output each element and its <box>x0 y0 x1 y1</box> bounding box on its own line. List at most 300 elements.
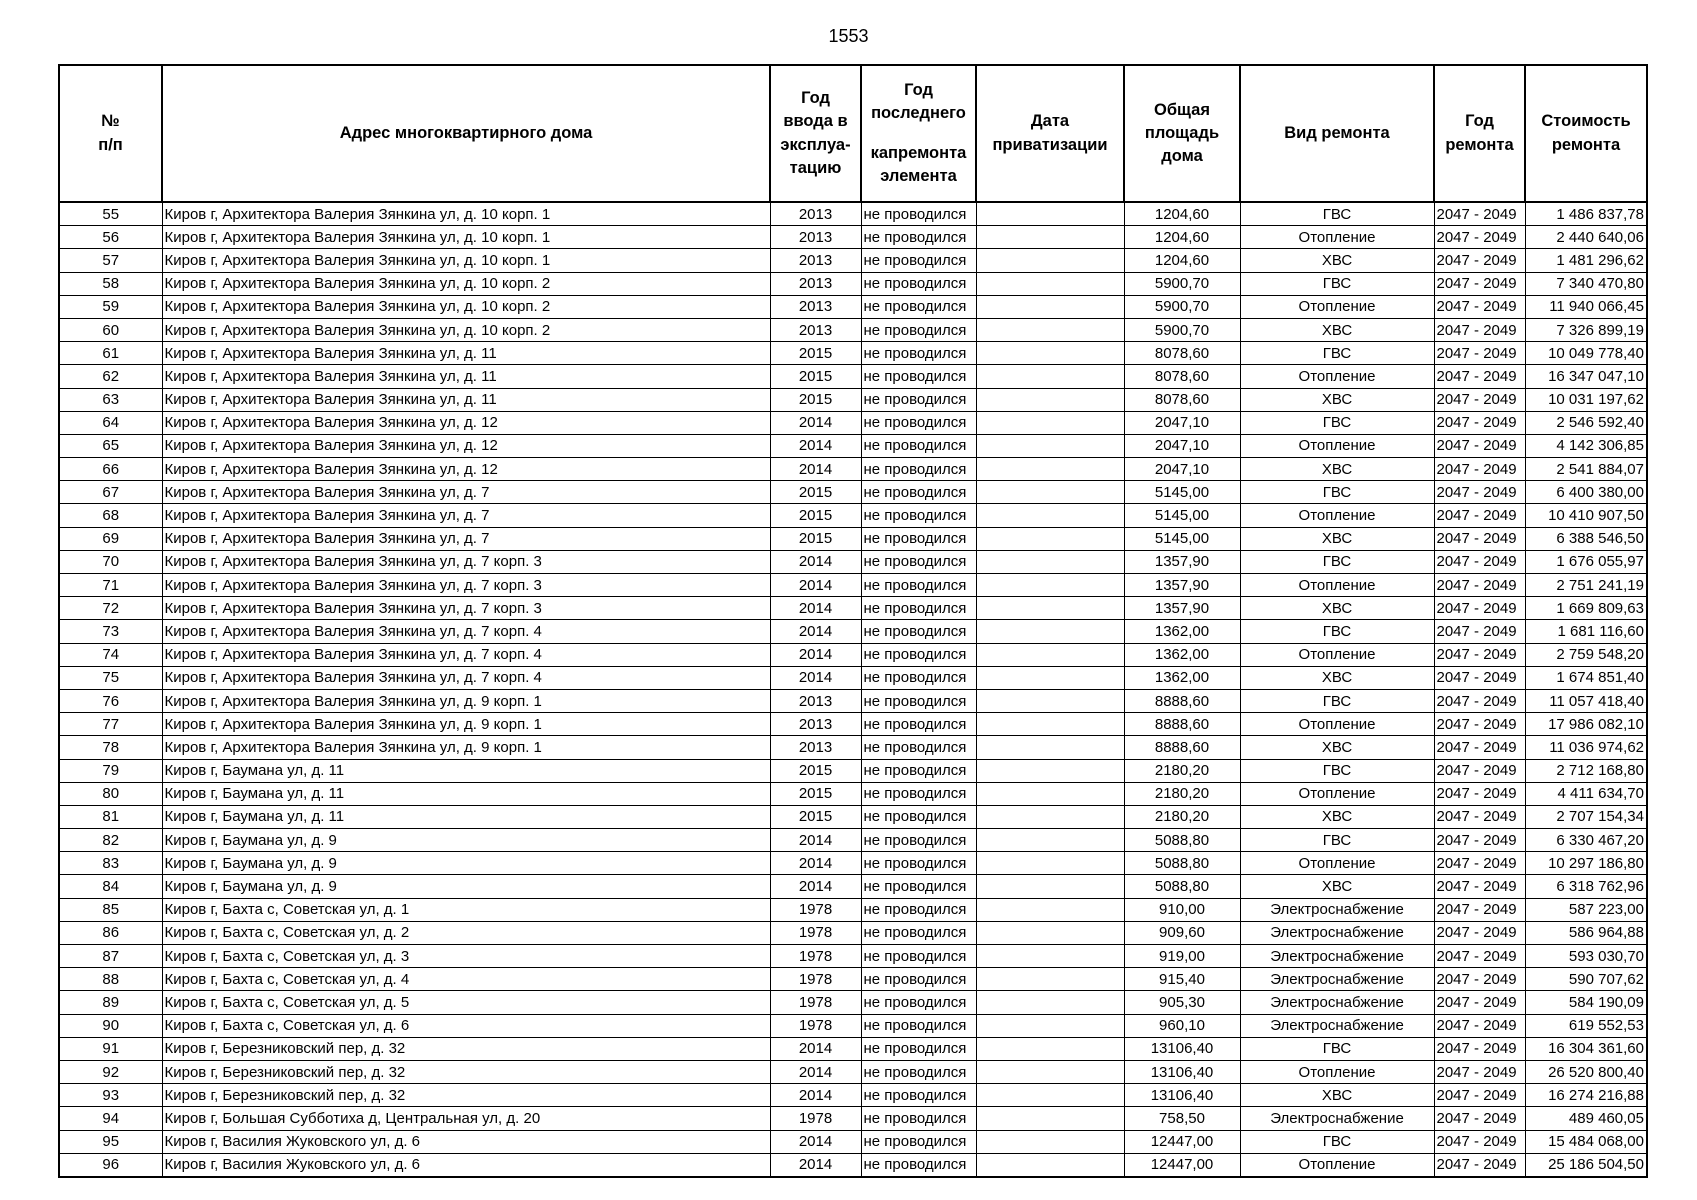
row-number: 63 <box>59 388 162 411</box>
row-privatization <box>976 713 1124 736</box>
table-row <box>59 898 1647 921</box>
table-row <box>59 620 1647 643</box>
table-row <box>59 1060 1647 1083</box>
row-privatization <box>976 875 1124 898</box>
table-row <box>59 1084 1647 1107</box>
row-repair-type: ХВС <box>1240 458 1434 481</box>
header-year-built-line: тацию <box>789 158 842 177</box>
row-last-repair: не проводился <box>861 713 976 736</box>
header-year-built-line: эксплуа- <box>780 135 851 154</box>
row-privatization <box>976 597 1124 620</box>
header-cost-line: Стоимость <box>1541 112 1631 131</box>
row-year-built: 2014 <box>770 620 861 643</box>
row-area: 12447,00 <box>1124 1153 1240 1177</box>
row-repair-type: ХВС <box>1240 875 1434 898</box>
row-address: Киров г, Березниковский пер, д. 32 <box>162 1037 770 1060</box>
row-area: 960,10 <box>1124 1014 1240 1037</box>
header-privatization <box>976 65 1124 202</box>
row-number: 55 <box>59 202 162 226</box>
row-repair-type: Электроснабжение <box>1240 991 1434 1014</box>
row-address: Киров г, Архитектора Валерия Зянкина ул, д. 7 <box>162 504 770 527</box>
row-year-built: 2013 <box>770 713 861 736</box>
repair-registry-table <box>58 64 1648 1178</box>
row-area: 1362,00 <box>1124 620 1240 643</box>
row-area: 1362,00 <box>1124 666 1240 689</box>
row-last-repair: не проводился <box>861 1014 976 1037</box>
row-number: 66 <box>59 458 162 481</box>
table-row <box>59 249 1647 272</box>
table-row <box>59 434 1647 457</box>
row-year-built: 2014 <box>770 1153 861 1177</box>
row-cost: 10 049 778,40 <box>1525 342 1647 365</box>
row-repair-period: 2047 - 2049 <box>1434 643 1525 666</box>
page-number: 1553 <box>828 26 869 46</box>
row-privatization <box>976 1037 1124 1060</box>
row-last-repair: не проводился <box>861 921 976 944</box>
row-area: 5088,80 <box>1124 852 1240 875</box>
row-repair-period: 2047 - 2049 <box>1434 991 1525 1014</box>
row-number: 93 <box>59 1084 162 1107</box>
row-cost: 11 036 974,62 <box>1525 736 1647 759</box>
row-year-built: 1978 <box>770 968 861 991</box>
row-last-repair: не проводился <box>861 1060 976 1083</box>
row-number: 77 <box>59 713 162 736</box>
row-area: 8888,60 <box>1124 736 1240 759</box>
table-row <box>59 550 1647 573</box>
row-privatization <box>976 782 1124 805</box>
row-number: 94 <box>59 1107 162 1130</box>
row-address: Киров г, Архитектора Валерия Зянкина ул, д. 7 корп. 3 <box>162 550 770 573</box>
header-year-built-line: Год <box>801 89 830 108</box>
table-row <box>59 713 1647 736</box>
header-area-line: Общая <box>1154 100 1210 119</box>
table-row <box>59 759 1647 782</box>
row-privatization <box>976 249 1124 272</box>
row-address: Киров г, Архитектора Валерия Зянкина ул, д. 10 корп. 1 <box>162 249 770 272</box>
row-cost: 11 940 066,45 <box>1525 295 1647 318</box>
row-repair-type: ХВС <box>1240 527 1434 550</box>
row-number: 62 <box>59 365 162 388</box>
header-gap <box>864 126 973 142</box>
row-year-built: 2014 <box>770 875 861 898</box>
header-last-repair-line: последнего <box>871 104 966 123</box>
row-number: 96 <box>59 1153 162 1177</box>
row-last-repair: не проводился <box>861 875 976 898</box>
row-last-repair: не проводился <box>861 1107 976 1130</box>
row-last-repair: не проводился <box>861 527 976 550</box>
row-last-repair: не проводился <box>861 388 976 411</box>
row-repair-period: 2047 - 2049 <box>1434 666 1525 689</box>
row-last-repair: не проводился <box>861 249 976 272</box>
row-number: 90 <box>59 1014 162 1037</box>
row-privatization <box>976 829 1124 852</box>
row-privatization <box>976 1130 1124 1153</box>
row-repair-type: ХВС <box>1240 666 1434 689</box>
row-address: Киров г, Архитектора Валерия Зянкина ул, д. 7 корп. 4 <box>162 643 770 666</box>
header-year-built-line: ввода в <box>783 112 848 131</box>
row-number: 79 <box>59 759 162 782</box>
row-area: 2180,20 <box>1124 782 1240 805</box>
row-repair-period: 2047 - 2049 <box>1434 388 1525 411</box>
row-last-repair: не проводился <box>861 597 976 620</box>
header-repair-year-line: Год <box>1465 112 1494 131</box>
table-row <box>59 202 1647 226</box>
table-row <box>59 736 1647 759</box>
header-num <box>59 65 162 202</box>
row-area: 8078,60 <box>1124 388 1240 411</box>
row-area: 909,60 <box>1124 921 1240 944</box>
row-repair-period: 2047 - 2049 <box>1434 342 1525 365</box>
table-row <box>59 388 1647 411</box>
row-repair-type: ГВС <box>1240 620 1434 643</box>
row-cost: 16 274 216,88 <box>1525 1084 1647 1107</box>
row-address: Киров г, Архитектора Валерия Зянкина ул, д. 7 корп. 3 <box>162 597 770 620</box>
table-row <box>59 342 1647 365</box>
row-address: Киров г, Архитектора Валерия Зянкина ул, д. 11 <box>162 365 770 388</box>
row-last-repair: не проводился <box>861 365 976 388</box>
row-year-built: 2014 <box>770 458 861 481</box>
row-area: 1357,90 <box>1124 550 1240 573</box>
table-row <box>59 597 1647 620</box>
row-repair-type: Отопление <box>1240 643 1434 666</box>
row-last-repair: не проводился <box>861 945 976 968</box>
table-row <box>59 968 1647 991</box>
row-cost: 7 340 470,80 <box>1525 272 1647 295</box>
row-privatization <box>976 921 1124 944</box>
row-area: 1204,60 <box>1124 249 1240 272</box>
row-repair-period: 2047 - 2049 <box>1434 805 1525 828</box>
row-number: 85 <box>59 898 162 921</box>
row-year-built: 2013 <box>770 226 861 249</box>
row-address: Киров г, Архитектора Валерия Зянкина ул, д. 7 корп. 3 <box>162 574 770 597</box>
table-row <box>59 852 1647 875</box>
row-number: 91 <box>59 1037 162 1060</box>
table-row <box>59 875 1647 898</box>
header-cost-line: ремонта <box>1551 135 1621 154</box>
row-repair-period: 2047 - 2049 <box>1434 504 1525 527</box>
row-address: Киров г, Архитектора Валерия Зянкина ул, д. 10 корп. 2 <box>162 272 770 295</box>
row-privatization <box>976 898 1124 921</box>
row-privatization <box>976 689 1124 712</box>
row-address: Киров г, Баумана ул, д. 11 <box>162 782 770 805</box>
row-number: 83 <box>59 852 162 875</box>
row-area: 1357,90 <box>1124 597 1240 620</box>
row-year-built: 1978 <box>770 991 861 1014</box>
row-privatization <box>976 458 1124 481</box>
row-number: 58 <box>59 272 162 295</box>
row-year-built: 2014 <box>770 434 861 457</box>
row-address: Киров г, Архитектора Валерия Зянкина ул, д. 7 <box>162 527 770 550</box>
table-row <box>59 805 1647 828</box>
row-area: 5145,00 <box>1124 504 1240 527</box>
row-number: 76 <box>59 689 162 712</box>
row-privatization <box>976 1060 1124 1083</box>
row-cost: 10 410 907,50 <box>1525 504 1647 527</box>
row-year-built: 2014 <box>770 550 861 573</box>
row-cost: 26 520 800,40 <box>1525 1060 1647 1083</box>
row-repair-type: Отопление <box>1240 1060 1434 1083</box>
row-address: Киров г, Бахта с, Советская ул, д. 5 <box>162 991 770 1014</box>
row-area: 8888,60 <box>1124 689 1240 712</box>
row-repair-type: Отопление <box>1240 365 1434 388</box>
row-number: 82 <box>59 829 162 852</box>
row-repair-type: ХВС <box>1240 1084 1434 1107</box>
row-cost: 590 707,62 <box>1525 968 1647 991</box>
row-cost: 2 751 241,19 <box>1525 574 1647 597</box>
row-privatization <box>976 295 1124 318</box>
header-repair-year-line: ремонта <box>1445 135 1514 154</box>
row-cost: 1 669 809,63 <box>1525 597 1647 620</box>
row-year-built: 2013 <box>770 295 861 318</box>
row-repair-type: ГВС <box>1240 202 1434 226</box>
row-repair-type: Отопление <box>1240 434 1434 457</box>
row-repair-type: Электроснабжение <box>1240 945 1434 968</box>
row-year-built: 1978 <box>770 1014 861 1037</box>
row-area: 2180,20 <box>1124 759 1240 782</box>
row-address: Киров г, Архитектора Валерия Зянкина ул, д. 7 корп. 4 <box>162 666 770 689</box>
row-number: 73 <box>59 620 162 643</box>
header-address: Адрес многоквартирного дома <box>162 65 770 202</box>
header-num-line: п/п <box>98 135 123 154</box>
table-row <box>59 1037 1647 1060</box>
row-number: 89 <box>59 991 162 1014</box>
row-year-built: 2014 <box>770 411 861 434</box>
row-number: 69 <box>59 527 162 550</box>
table-row <box>59 945 1647 968</box>
row-cost: 17 986 082,10 <box>1525 713 1647 736</box>
row-last-repair: не проводился <box>861 898 976 921</box>
row-area: 1204,60 <box>1124 202 1240 226</box>
row-number: 87 <box>59 945 162 968</box>
row-address: Киров г, Архитектора Валерия Зянкина ул, д. 9 корп. 1 <box>162 689 770 712</box>
row-last-repair: не проводился <box>861 481 976 504</box>
row-repair-period: 2047 - 2049 <box>1434 736 1525 759</box>
row-last-repair: не проводился <box>861 272 976 295</box>
row-repair-period: 2047 - 2049 <box>1434 226 1525 249</box>
header-privatization-line: Дата <box>1030 112 1070 131</box>
row-address: Киров г, Архитектора Валерия Зянкина ул, д. 7 <box>162 481 770 504</box>
row-repair-type: Отопление <box>1240 713 1434 736</box>
row-number: 56 <box>59 226 162 249</box>
row-number: 74 <box>59 643 162 666</box>
table-row <box>59 1130 1647 1153</box>
header-year-built <box>770 65 861 202</box>
row-number: 78 <box>59 736 162 759</box>
table-row <box>59 666 1647 689</box>
row-repair-period: 2047 - 2049 <box>1434 620 1525 643</box>
row-last-repair: не проводился <box>861 991 976 1014</box>
row-privatization <box>976 736 1124 759</box>
row-address: Киров г, Архитектора Валерия Зянкина ул, д. 12 <box>162 411 770 434</box>
header-num-line: № <box>101 112 120 131</box>
row-privatization <box>976 759 1124 782</box>
row-privatization <box>976 411 1124 434</box>
row-year-built: 2015 <box>770 342 861 365</box>
row-year-built: 2015 <box>770 527 861 550</box>
row-number: 80 <box>59 782 162 805</box>
row-cost: 2 546 592,40 <box>1525 411 1647 434</box>
row-area: 13106,40 <box>1124 1037 1240 1060</box>
row-address: Киров г, Бахта с, Советская ул, д. 4 <box>162 968 770 991</box>
row-area: 758,50 <box>1124 1107 1240 1130</box>
row-address: Киров г, Василия Жуковского ул, д. 6 <box>162 1130 770 1153</box>
row-year-built: 2014 <box>770 1130 861 1153</box>
header-repair-year <box>1434 65 1525 202</box>
row-last-repair: не проводился <box>861 759 976 782</box>
row-repair-type: Отопление <box>1240 852 1434 875</box>
table-row <box>59 1107 1647 1130</box>
row-last-repair: не проводился <box>861 1153 976 1177</box>
row-cost: 619 552,53 <box>1525 1014 1647 1037</box>
row-privatization <box>976 365 1124 388</box>
row-cost: 1 481 296,62 <box>1525 249 1647 272</box>
row-repair-period: 2047 - 2049 <box>1434 1107 1525 1130</box>
row-repair-period: 2047 - 2049 <box>1434 875 1525 898</box>
row-address: Киров г, Архитектора Валерия Зянкина ул, д. 10 корп. 1 <box>162 226 770 249</box>
row-year-built: 2013 <box>770 272 861 295</box>
row-area: 919,00 <box>1124 945 1240 968</box>
row-repair-type: ХВС <box>1240 249 1434 272</box>
row-area: 915,40 <box>1124 968 1240 991</box>
row-year-built: 2014 <box>770 643 861 666</box>
row-cost: 4 411 634,70 <box>1525 782 1647 805</box>
row-number: 75 <box>59 666 162 689</box>
row-address: Киров г, Василия Жуковского ул, д. 6 <box>162 1153 770 1177</box>
row-number: 88 <box>59 968 162 991</box>
row-area: 5900,70 <box>1124 295 1240 318</box>
row-repair-type: ГВС <box>1240 829 1434 852</box>
row-year-built: 2013 <box>770 689 861 712</box>
row-address: Киров г, Архитектора Валерия Зянкина ул, д. 11 <box>162 388 770 411</box>
row-address: Киров г, Баумана ул, д. 9 <box>162 875 770 898</box>
table-row <box>59 1153 1647 1177</box>
row-area: 5145,00 <box>1124 527 1240 550</box>
row-address: Киров г, Архитектора Валерия Зянкина ул, д. 9 корп. 1 <box>162 713 770 736</box>
row-area: 1357,90 <box>1124 574 1240 597</box>
row-address: Киров г, Баумана ул, д. 9 <box>162 829 770 852</box>
row-repair-period: 2047 - 2049 <box>1434 1084 1525 1107</box>
row-cost: 16 347 047,10 <box>1525 365 1647 388</box>
row-repair-period: 2047 - 2049 <box>1434 295 1525 318</box>
row-number: 65 <box>59 434 162 457</box>
row-year-built: 2015 <box>770 365 861 388</box>
row-privatization <box>976 945 1124 968</box>
row-number: 61 <box>59 342 162 365</box>
row-repair-period: 2047 - 2049 <box>1434 527 1525 550</box>
row-last-repair: не проводился <box>861 968 976 991</box>
row-area: 5088,80 <box>1124 875 1240 898</box>
row-number: 81 <box>59 805 162 828</box>
header-row <box>59 65 1647 202</box>
table-row <box>59 504 1647 527</box>
row-privatization <box>976 1153 1124 1177</box>
row-cost: 2 541 884,07 <box>1525 458 1647 481</box>
table-row <box>59 272 1647 295</box>
row-privatization <box>976 1084 1124 1107</box>
row-number: 70 <box>59 550 162 573</box>
row-last-repair: не проводился <box>861 805 976 828</box>
row-last-repair: не проводился <box>861 689 976 712</box>
row-repair-type: ГВС <box>1240 481 1434 504</box>
row-address: Киров г, Архитектора Валерия Зянкина ул, д. 7 корп. 4 <box>162 620 770 643</box>
row-cost: 2 707 154,34 <box>1525 805 1647 828</box>
row-repair-period: 2047 - 2049 <box>1434 318 1525 341</box>
row-year-built: 2015 <box>770 481 861 504</box>
row-privatization <box>976 226 1124 249</box>
row-number: 64 <box>59 411 162 434</box>
row-last-repair: не проводился <box>861 852 976 875</box>
row-privatization <box>976 550 1124 573</box>
row-area: 8078,60 <box>1124 365 1240 388</box>
row-last-repair: не проводился <box>861 295 976 318</box>
row-cost: 1 486 837,78 <box>1525 202 1647 226</box>
row-cost: 586 964,88 <box>1525 921 1647 944</box>
row-cost: 2 759 548,20 <box>1525 643 1647 666</box>
table-row <box>59 481 1647 504</box>
row-year-built: 2013 <box>770 249 861 272</box>
row-repair-period: 2047 - 2049 <box>1434 458 1525 481</box>
table-row <box>59 527 1647 550</box>
row-last-repair: не проводился <box>861 318 976 341</box>
row-privatization <box>976 852 1124 875</box>
row-area: 8078,60 <box>1124 342 1240 365</box>
row-address: Киров г, Архитектора Валерия Зянкина ул, д. 11 <box>162 342 770 365</box>
row-year-built: 1978 <box>770 898 861 921</box>
row-year-built: 2015 <box>770 388 861 411</box>
header-area-line: дома <box>1161 147 1203 166</box>
row-area: 2180,20 <box>1124 805 1240 828</box>
row-repair-type: ХВС <box>1240 318 1434 341</box>
row-address: Киров г, Баумана ул, д. 11 <box>162 805 770 828</box>
table-row <box>59 1014 1647 1037</box>
row-address: Киров г, Березниковский пер, д. 32 <box>162 1060 770 1083</box>
row-year-built: 2014 <box>770 852 861 875</box>
table-row <box>59 365 1647 388</box>
row-privatization <box>976 481 1124 504</box>
row-number: 59 <box>59 295 162 318</box>
row-last-repair: не проводился <box>861 226 976 249</box>
row-repair-period: 2047 - 2049 <box>1434 272 1525 295</box>
table-row <box>59 689 1647 712</box>
row-year-built: 2013 <box>770 736 861 759</box>
row-year-built: 2014 <box>770 829 861 852</box>
row-repair-period: 2047 - 2049 <box>1434 434 1525 457</box>
row-privatization <box>976 666 1124 689</box>
row-cost: 6 400 380,00 <box>1525 481 1647 504</box>
row-repair-period: 2047 - 2049 <box>1434 481 1525 504</box>
row-area: 2047,10 <box>1124 458 1240 481</box>
row-area: 5900,70 <box>1124 272 1240 295</box>
row-repair-period: 2047 - 2049 <box>1434 852 1525 875</box>
row-cost: 7 326 899,19 <box>1525 318 1647 341</box>
row-cost: 10 297 186,80 <box>1525 852 1647 875</box>
row-area: 2047,10 <box>1124 434 1240 457</box>
row-number: 72 <box>59 597 162 620</box>
row-privatization <box>976 991 1124 1014</box>
row-repair-type: ХВС <box>1240 597 1434 620</box>
row-year-built: 2014 <box>770 666 861 689</box>
row-privatization <box>976 318 1124 341</box>
row-repair-type: ГВС <box>1240 1037 1434 1060</box>
row-cost: 10 031 197,62 <box>1525 388 1647 411</box>
row-repair-period: 2047 - 2049 <box>1434 411 1525 434</box>
header-area <box>1124 65 1240 202</box>
row-repair-type: Отопление <box>1240 295 1434 318</box>
row-cost: 1 674 851,40 <box>1525 666 1647 689</box>
row-last-repair: не проводился <box>861 620 976 643</box>
row-repair-period: 2047 - 2049 <box>1434 1130 1525 1153</box>
row-area: 910,00 <box>1124 898 1240 921</box>
